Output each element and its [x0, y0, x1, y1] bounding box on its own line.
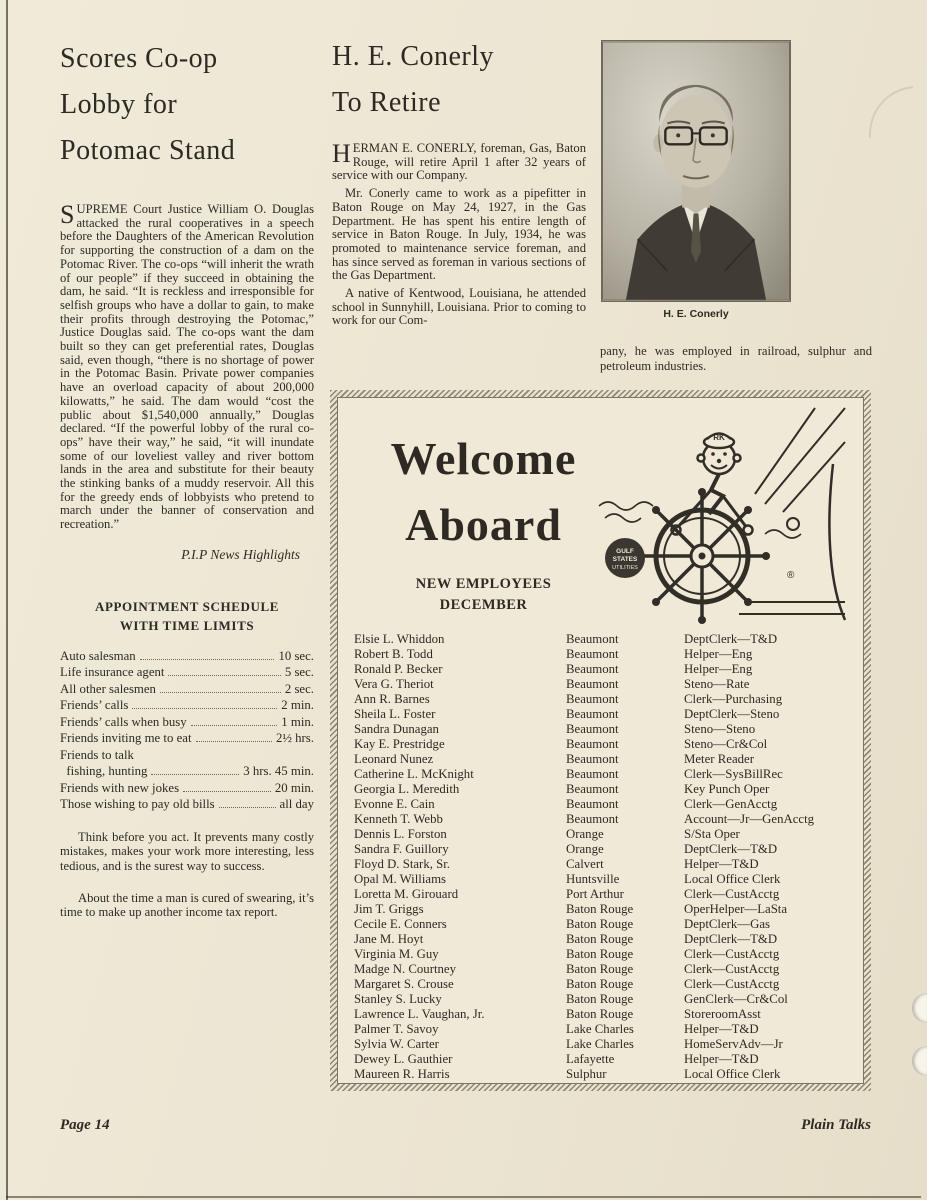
employee-name: Loretta M. Girouard: [354, 887, 459, 901]
employee-location: Beaumont: [566, 752, 619, 766]
schedule-item-value: 3 hrs. 45 min.: [243, 764, 314, 779]
schedule-heading-line: APPOINTMENT SCHEDULE: [94, 598, 280, 614]
employee-name: Leonard Nunez: [354, 752, 434, 766]
employee-name: Kay E. Prestridge: [354, 737, 445, 751]
employee-job-title: Local Office Clerk: [684, 1067, 781, 1081]
employee-row: [354, 632, 850, 647]
employee-name: Vera G. Theriot: [354, 677, 434, 691]
schedule-heading: [60, 597, 314, 635]
employee-location: Baton Rouge: [566, 932, 634, 946]
employee-row: [354, 647, 850, 662]
employee-row: [354, 992, 850, 1007]
employee-row: [354, 1037, 850, 1052]
employee-job-title: Steno—Steno: [684, 722, 756, 736]
employee-row: [354, 707, 850, 722]
scan-edge-left: [6, 0, 8, 1200]
middle-column: [332, 34, 586, 328]
welcome-subtitle-line: NEW EMPLOYEES: [415, 576, 552, 592]
employee-name: Sheila L. Foster: [354, 707, 436, 721]
employee-row: [354, 947, 850, 962]
employee-job-title: HomeServAdv—Jr: [684, 1037, 783, 1051]
employee-location: Baton Rouge: [566, 992, 634, 1006]
employee-location: Lafayette: [566, 1052, 615, 1066]
employee-job-title: Steno—Cr&Col: [684, 737, 768, 751]
filler-paragraph: Think before you act. It prevents many costly mistakes, makes your work more interesting, less tedious, and is the surest way to success.: [60, 829, 314, 874]
employee-location: Beaumont: [566, 782, 619, 796]
employee-job-title: Key Punch Oper: [684, 782, 770, 796]
scan-edge-bottom: [6, 1196, 921, 1198]
employee-job-title: S/Sta Oper: [684, 827, 740, 841]
employee-job-title: Clerk—CustAcctg: [684, 887, 780, 901]
schedule-item-label: Friends with new jokes: [60, 780, 180, 795]
schedule-item-label: fishing, hunting: [60, 764, 148, 779]
left-column: [60, 36, 314, 920]
employee-job-title: Helper—T&D: [684, 857, 759, 871]
employee-job-title: Helper—Eng: [684, 647, 753, 661]
employee-location: Beaumont: [566, 797, 619, 811]
employee-name: Georgia L. Meredith: [354, 782, 460, 796]
employee-name: Evonne E. Cain: [354, 797, 435, 811]
welcome-title-line: Welcome: [390, 433, 577, 484]
employee-row: [354, 977, 850, 992]
portrait-photo-block: [601, 40, 791, 320]
employee-name: Maureen R. Harris: [354, 1067, 450, 1081]
left-article-title: [60, 36, 314, 174]
dotted-leader: [183, 791, 271, 792]
mascot-hat-text: RK: [713, 433, 725, 442]
dotted-leader: [140, 659, 275, 660]
schedule-item: [60, 664, 314, 681]
employee-job-title: Helper—T&D: [684, 1052, 759, 1066]
employee-location: Huntsville: [566, 872, 620, 886]
schedule-item-label: Friends’ calls when busy: [60, 714, 187, 729]
employee-job-title: Clerk—CustAcctg: [684, 962, 780, 976]
employee-job-title: GenClerk—Cr&Col: [684, 992, 788, 1006]
employee-row: [354, 797, 850, 812]
body-text: ERMAN E. CONERLY, foreman, Gas, Baton Rouge, will retire April 1 after 32 years of service with our Company.: [332, 141, 586, 183]
employee-job-title: DeptClerk—Steno: [684, 707, 780, 721]
employee-name: Sandra F. Guillory: [354, 842, 449, 856]
welcome-title: [356, 426, 611, 558]
employee-name: Robert B. Todd: [354, 647, 433, 661]
schedule-item-value: 5 sec.: [284, 665, 314, 680]
employee-name: Elsie L. Whiddon: [354, 632, 445, 646]
schedule-item: [60, 681, 314, 698]
employee-name: Virginia M. Guy: [354, 947, 439, 961]
employee-location: Baton Rouge: [566, 977, 634, 991]
employee-name: Jim T. Griggs: [354, 902, 424, 916]
employee-name: Stanley S. Lucky: [354, 992, 442, 1006]
employee-job-title: Helper—Eng: [684, 662, 753, 676]
employee-job-title: Account—Jr—GenAcctg: [684, 812, 815, 826]
schedule-item-label: Friends’ calls: [60, 698, 129, 713]
punch-hole: [912, 993, 927, 1023]
employee-name: Floyd D. Stark, Sr.: [354, 857, 450, 871]
schedule-item: [60, 747, 314, 780]
employee-job-title: Clerk—Purchasing: [684, 692, 783, 706]
schedule-item: [60, 648, 314, 665]
employee-job-title: Clerk—CustAcctg: [684, 947, 780, 961]
employee-location: Sulphur: [566, 1067, 607, 1081]
schedule-item-value: 10 sec.: [278, 648, 314, 663]
employee-location: Baton Rouge: [566, 917, 634, 931]
employee-job-title: Helper—T&D: [684, 1022, 759, 1036]
article-paragraph: A native of Kentwood, Louisiana, he attended school in Sunnyhill, Louisiana. Prior to coming to work for our Com-: [332, 286, 586, 328]
retire-article-body: [332, 139, 586, 328]
portrait-photo: [601, 40, 791, 302]
employee-location: Lake Charles: [566, 1037, 634, 1051]
employee-name: Catherine L. McKnight: [354, 767, 474, 781]
welcome-subtitle: [356, 574, 611, 616]
employee-name: Kenneth T. Webb: [354, 812, 443, 826]
employee-location: Beaumont: [566, 737, 619, 751]
employee-job-title: Clerk—GenAcctg: [684, 797, 778, 811]
employee-name: Sylvia W. Carter: [354, 1037, 439, 1051]
employee-location: Orange: [566, 827, 604, 841]
employee-row: [354, 902, 850, 917]
page-curl-crease: [849, 66, 927, 201]
employee-location: Beaumont: [566, 677, 619, 691]
employee-location: Beaumont: [566, 707, 619, 721]
employee-location: Beaumont: [566, 632, 619, 646]
photo-caption: H. E. Conerly: [663, 308, 729, 320]
schedule-item: [60, 714, 314, 731]
title-line: To Retire: [332, 87, 442, 118]
schedule-item: [60, 796, 314, 813]
employee-row: [354, 692, 850, 707]
schedule-item-label: Friends inviting me to eat: [60, 731, 192, 746]
employee-location: Beaumont: [566, 767, 619, 781]
dotted-leader: [191, 725, 278, 726]
schedule-item: [60, 730, 314, 747]
schedule-list: [60, 648, 314, 813]
employee-row: [354, 962, 850, 977]
employee-row: [354, 1022, 850, 1037]
employee-row: [354, 722, 850, 737]
employee-name: Dennis L. Forston: [354, 827, 447, 841]
employee-location: Port Arthur: [566, 887, 624, 901]
employee-row: [354, 737, 850, 752]
employee-name: Palmer T. Savoy: [354, 1022, 439, 1036]
badge-text-line: GULF: [616, 548, 634, 555]
page-number: Page 14: [60, 1117, 110, 1133]
lead-paragraph: [332, 139, 586, 183]
title-line: H. E. Conerly: [332, 41, 495, 72]
schedule-item-value: 20 min.: [274, 780, 314, 795]
employee-row: [354, 917, 850, 932]
publication-name: Plain Talks: [801, 1117, 871, 1133]
new-employees-list: [354, 632, 850, 1082]
employee-job-title: Meter Reader: [684, 752, 754, 766]
employee-location: Baton Rouge: [566, 947, 634, 961]
dotted-leader: [132, 708, 277, 709]
badge-text-line: UTILITIES: [612, 565, 638, 571]
employee-row: [354, 932, 850, 947]
employee-row: [354, 887, 850, 902]
employee-row: [354, 857, 850, 872]
schedule-item-value: all day: [279, 797, 314, 812]
employee-location: Baton Rouge: [566, 962, 634, 976]
punch-hole: [912, 1046, 927, 1076]
employee-job-title: DeptClerk—T&D: [684, 932, 778, 946]
employee-row: [354, 767, 850, 782]
employee-location: Beaumont: [566, 722, 619, 736]
employee-location: Calvert: [566, 857, 604, 871]
title-line: Scores Co-op: [60, 43, 218, 74]
employee-location: Beaumont: [566, 662, 619, 676]
employee-job-title: OperHelper—LaSta: [684, 902, 788, 916]
employee-row: [354, 872, 850, 887]
schedule-item: [60, 780, 314, 797]
schedule-heading-line: WITH TIME LIMITS: [119, 617, 255, 633]
employee-location: Beaumont: [566, 647, 619, 661]
employee-location: Baton Rouge: [566, 1007, 634, 1021]
employee-location: Orange: [566, 842, 604, 856]
employee-job-title: Clerk—SysBillRec: [684, 767, 783, 781]
mascot-ship-wheel-illustration: [597, 406, 847, 626]
title-line: Potomac Stand: [60, 135, 236, 166]
employee-row: [354, 752, 850, 767]
employee-job-title: Clerk—CustAcctg: [684, 977, 780, 991]
employee-name: Lawrence L. Vaughan, Jr.: [354, 1007, 485, 1021]
employee-name: Ronald P. Becker: [354, 662, 443, 676]
employee-job-title: DeptClerk—T&D: [684, 842, 778, 856]
employee-job-title: Local Office Clerk: [684, 872, 781, 886]
retire-article-title: [332, 34, 586, 126]
attribution: P.I.P News Highlights: [181, 546, 300, 562]
schedule-item-value: 1 min.: [281, 714, 314, 729]
dropcap: S: [60, 200, 75, 229]
employee-location: Lake Charles: [566, 1022, 634, 1036]
left-article-body: [60, 200, 314, 532]
title-line: Lobby for: [60, 89, 178, 120]
schedule-item-label: Those wishing to pay old bills: [60, 797, 215, 812]
employee-name: Dewey L. Gauthier: [354, 1052, 453, 1066]
schedule-item-label: Life insurance agent: [60, 665, 165, 680]
schedule-item-label: All other salesmen: [60, 681, 156, 696]
article-paragraph: Mr. Conerly came to work as a pipefitter in Baton Rouge on May 24, 1927, in the Gas Department. He has spent his entire length of service in Baton Rouge. In July, 1934, he was promoted to maintenance service foreman, and has since served as foreman in various sections of the Gas Department.: [332, 186, 586, 283]
employee-job-title: Steno—Rate: [684, 677, 750, 691]
employee-row: [354, 1007, 850, 1022]
body-text: UPREME Court Justice William O. Douglas attacked the rural cooperatives in a speech before the Daughters of the American Revolution for supporting the construction of a dam on the Potomac River. The co-ops “will inherit the wrath of our people” if they succeed in obtaining the dam, he said. “It is reckless and irresponsible for selfish groups who have a dollar to gain, to make their profits through destroying the Potomac,” Justice Douglas said. The co-ops want the dam built so they can get preferential rates, Douglas said, even though, “there is no shortage of power in the Potomac Basin. Private power companies have an overload capacity of about 200,000 kilowatts,” he said. The dam would “cost the public about $1,540,000 annually,” Douglas declared. “If the powerful lobby of the rural co-ops” have their way,” he said, “it will inundate some of our loveliest valley and river bottom lands in the area and substitute for their beauty the stinking banks of a muddy reservoir. All this for the greedy ends of lobbyists who pretend to march under the banner of conservation and recreation.”: [60, 202, 314, 532]
employee-name: Opal M. Williams: [354, 872, 447, 886]
employee-location: Beaumont: [566, 692, 619, 706]
dotted-leader: [196, 741, 272, 742]
employee-row: [354, 827, 850, 842]
employee-location: Beaumont: [566, 812, 619, 826]
filler-paragraph: About the time a man is cured of swearing, it’s time to make up another income tax report.: [60, 890, 314, 920]
employee-job-title: DeptClerk—T&D: [684, 632, 778, 646]
welcome-title-line: Aboard: [405, 499, 562, 550]
badge-text-line: STATES: [612, 556, 638, 563]
dotted-leader: [151, 774, 239, 775]
employee-row: [354, 662, 850, 677]
employee-name: Madge N. Courtney: [354, 962, 457, 976]
schedule-item-label: Auto salesman: [60, 648, 136, 663]
employee-row: [354, 842, 850, 857]
employee-name: Ann R. Barnes: [354, 692, 430, 706]
schedule-item-value: 2 min.: [281, 698, 314, 713]
employee-job-title: StoreroomAsst: [684, 1007, 761, 1021]
employee-name: Sandra Dunagan: [354, 722, 439, 736]
welcome-aboard-inner: [337, 397, 864, 1084]
employee-row: [354, 812, 850, 827]
employee-row: [354, 1067, 850, 1082]
schedule-item: [60, 697, 314, 714]
employee-name: Cecile E. Conners: [354, 917, 447, 931]
dotted-leader: [160, 692, 281, 693]
schedule-item-value: 2½ hrs.: [275, 731, 314, 746]
article-continuation: pany, he was employed in railroad, sulphur and petroleum industries.: [600, 344, 872, 373]
employee-row: [354, 782, 850, 797]
dotted-leader: [168, 675, 280, 676]
employee-name: Margaret S. Crouse: [354, 977, 454, 991]
schedule-item-value: 2 sec.: [284, 681, 314, 696]
filler-paragraphs: [60, 830, 314, 920]
employee-job-title: DeptClerk—Gas: [684, 917, 771, 931]
employee-location: Baton Rouge: [566, 902, 634, 916]
employee-name: Jane M. Hoyt: [354, 932, 424, 946]
dropcap: H: [332, 139, 351, 168]
employee-row: [354, 677, 850, 692]
employee-row: [354, 1052, 850, 1067]
welcome-aboard-box: [330, 390, 871, 1091]
welcome-subtitle-line: DECEMBER: [439, 597, 528, 613]
schedule-item-prefix: Friends to talk: [60, 747, 134, 762]
registered-trademark-symbol: ®: [787, 570, 795, 581]
dotted-leader: [219, 807, 276, 808]
